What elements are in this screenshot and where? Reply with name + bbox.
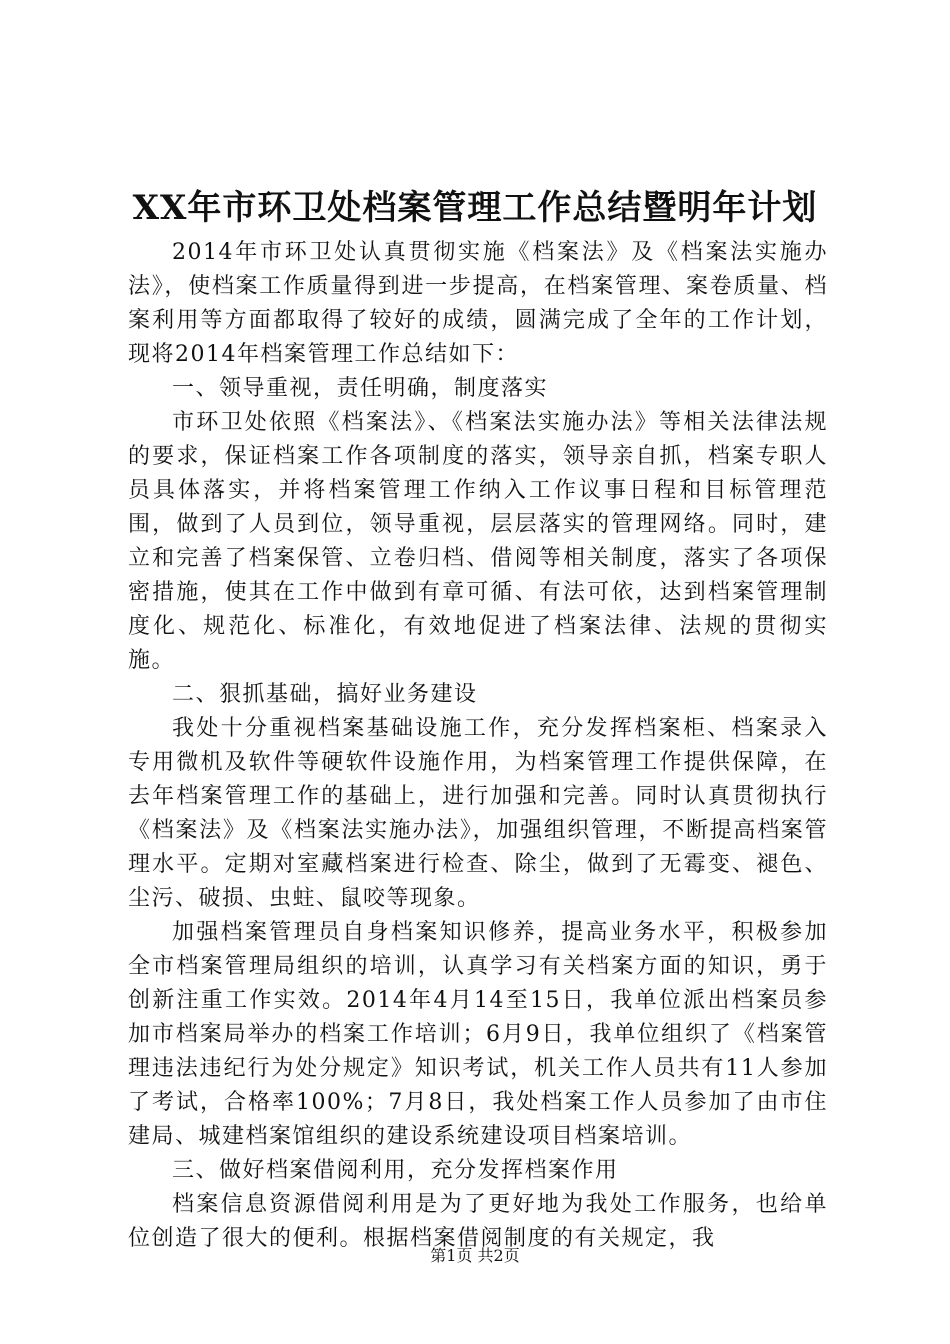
- section-heading-3: 三、做好档案借阅利用，充分发挥档案作用: [172, 1158, 619, 1183]
- section-1-paragraph: 市环卫处依照《档案法》、《档案法实施办法》等相关法律法规的要求，保证档案工作各项制度的落实，领导亲自抓，档案专职人员具体落实，并将档案管理工作纳入工作议事日程和目标管理范围，做到了人员到位，领导重视，层层落实的管理网络。同时，建立和完善了档案保管、立卷归档、借阅等相关制度，落实了各项保密措施，使其在工作中做到有章可循、有法可依，达到档案管理制度化、规范化、标准化，有效地促进了档案法律、法规的贯彻实施。: [128, 410, 828, 673]
- section-heading-2: 二、狠抓基础，搞好业务建设: [172, 682, 478, 707]
- section-3-paragraph: 档案信息资源借阅利用是为了更好地为我处工作服务，也给单位创造了很大的便利。根据档案借阅制度的有关规定，我: [128, 1192, 828, 1251]
- section-heading-1: 一、领导重视，责任明确，制度落实: [172, 376, 549, 401]
- page-number-footer: 第1页 共2页: [430, 1246, 520, 1265]
- section-2-paragraph-1: 我处十分重视档案基础设施工作，充分发挥档案柜、档案录入专用微机及软件等硬软件设施作用，为档案管理工作提供保障，在去年档案管理工作的基础上，进行加强和完善。同时认真贯彻执行《档案法》及《档案法实施办法》，加强组织管理，不断提高档案管理水平。定期对室藏档案进行检查、除尘，做到了无霉变、褪色、尘污、破损、虫蛀、鼠咬等现象。: [128, 716, 828, 911]
- intro-paragraph: 2014年市环卫处认真贯彻实施《档案法》及《档案法实施办法》，使档案工作质量得到进一步提高，在档案管理、案卷质量、档案利用等方面都取得了较好的成绩，圆满完成了全年的工作计划，现将2014年档案管理工作总结如下：: [128, 240, 828, 367]
- document-body: [128, 236, 828, 1256]
- section-2-paragraph-2: 加强档案管理员自身档案知识修养，提高业务水平，积极参加全市档案管理局组织的培训，认真学习有关档案方面的知识，勇于创新注重工作实效。2014年4月14至15日，我单位派出档案员参加市档案局举办的档案工作培训；6月9日，我单位组织了《档案管理违法违纪行为处分规定》知识考试，机关工作人员共有11人参加了考试，合格率100%；7月8日，我处档案工作人员参加了由市住建局、城建档案馆组织的建设系统建设项目档案培训。: [128, 920, 828, 1149]
- document-title: XX年市环卫处档案管理工作总结暨明年计划: [132, 188, 818, 228]
